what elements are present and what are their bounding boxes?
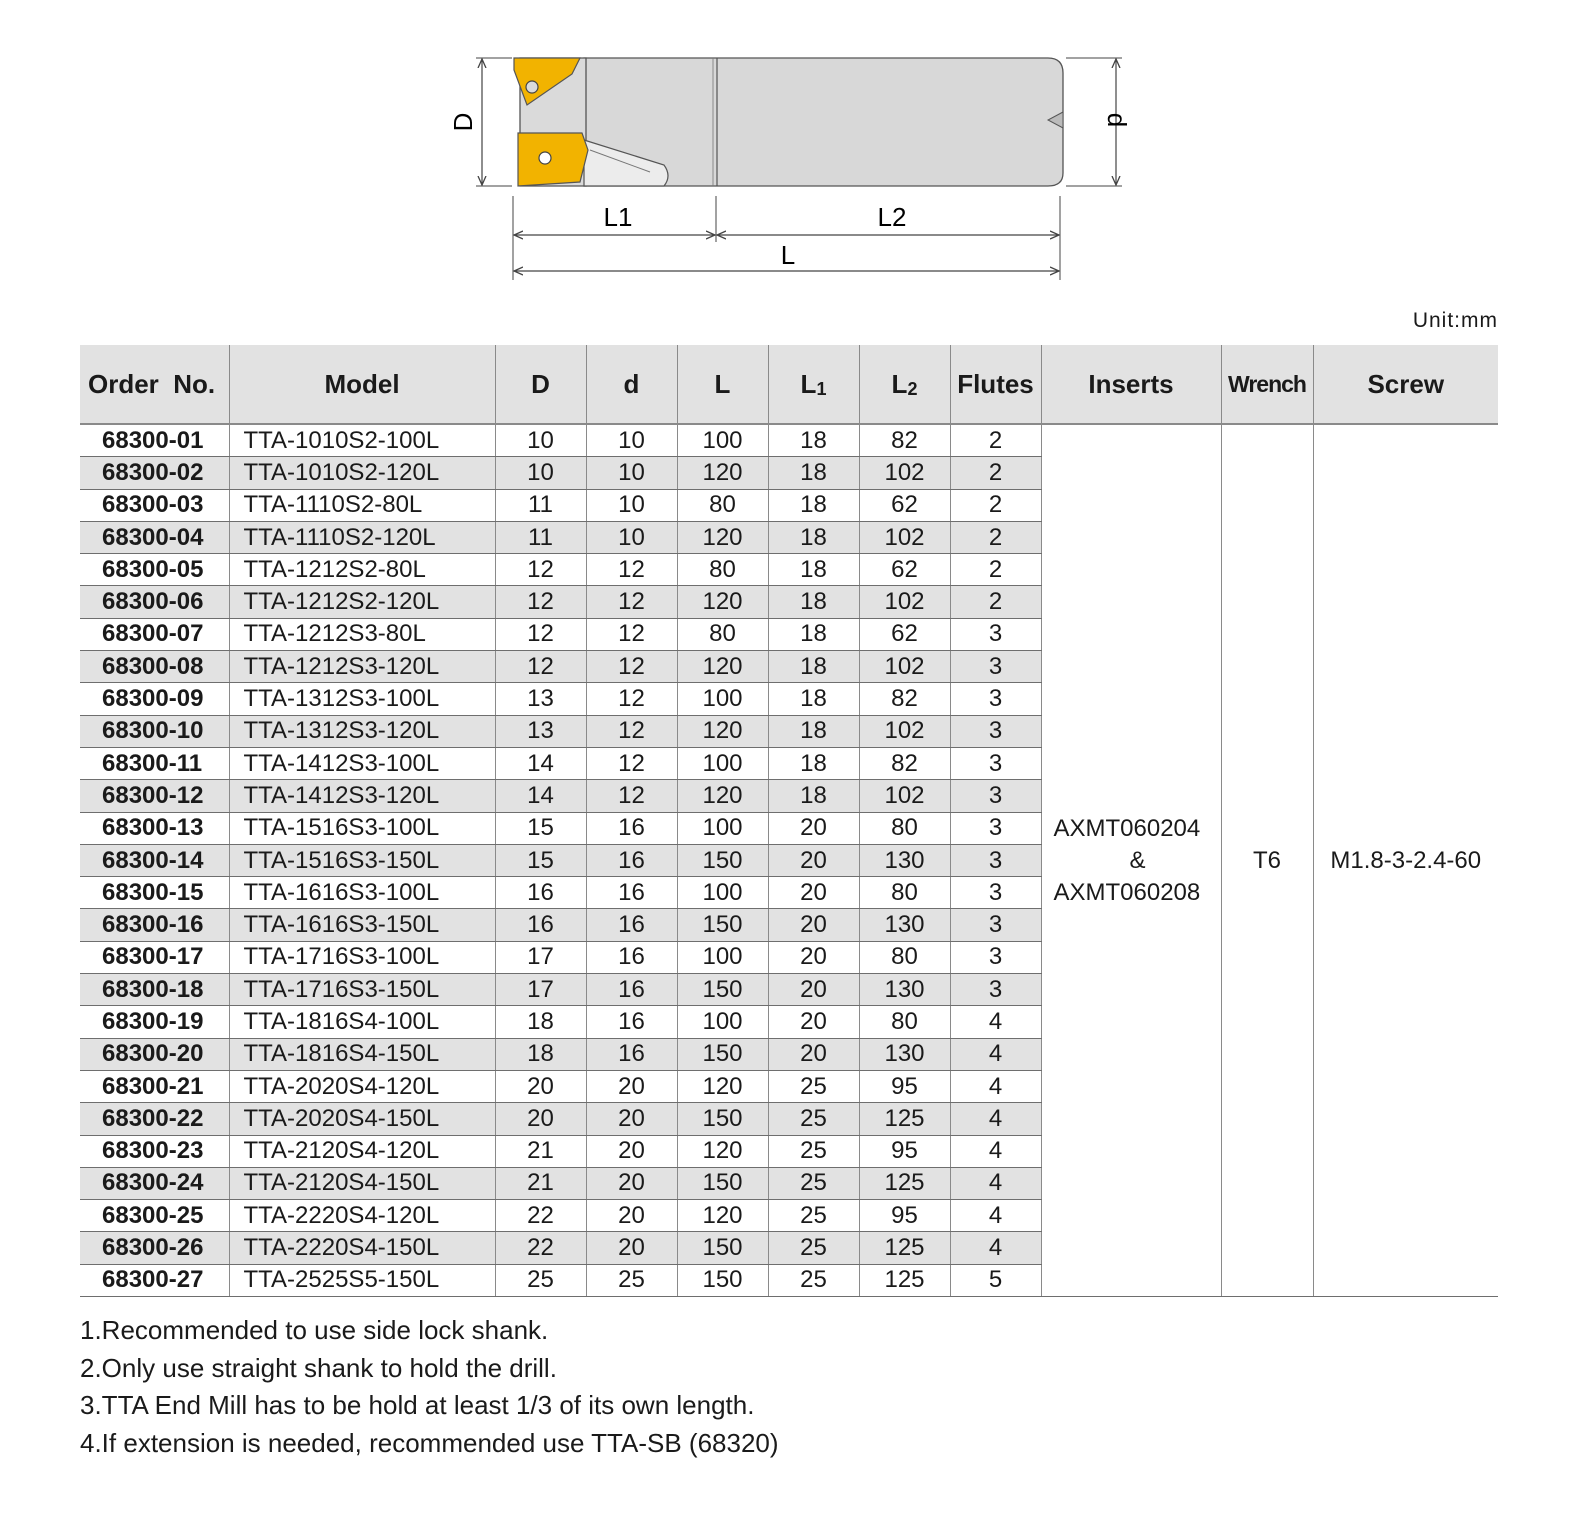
- cell-d: 25: [586, 1264, 677, 1296]
- cell-order-no: 68300-14: [80, 844, 229, 876]
- cell-model: TTA-1716S3-150L: [229, 974, 495, 1006]
- header-wrench: Wrench: [1221, 345, 1313, 424]
- cell-L1: 18: [768, 651, 859, 683]
- cell-L2: 62: [859, 554, 950, 586]
- header-model: Model: [229, 345, 495, 424]
- cell-L1: 20: [768, 974, 859, 1006]
- cell-d: 12: [586, 715, 677, 747]
- note-4: 4.If extension is needed, recommended use TTA-SB (68320): [80, 1427, 779, 1458]
- cell-flutes: 3: [950, 683, 1041, 715]
- cell-L2: 102: [859, 780, 950, 812]
- cell-flutes: 3: [950, 747, 1041, 779]
- cell-model: TTA-1110S2-120L: [229, 521, 495, 553]
- spec-table-body: [80, 424, 1498, 1297]
- cell-L1: 20: [768, 1038, 859, 1070]
- cell-flutes: 3: [950, 618, 1041, 650]
- cell-L: 80: [677, 489, 768, 521]
- cell-L: 100: [677, 941, 768, 973]
- cell-L1: 18: [768, 780, 859, 812]
- notes: [80, 1312, 779, 1462]
- cell-model: TTA-1816S4-100L: [229, 1006, 495, 1038]
- cell-flutes: 3: [950, 877, 1041, 909]
- cell-flutes: 3: [950, 974, 1041, 1006]
- cell-D: 10: [495, 424, 586, 457]
- cell-order-no: 68300-08: [80, 651, 229, 683]
- cell-D: 11: [495, 521, 586, 553]
- label-L: L: [780, 240, 796, 270]
- cell-L: 80: [677, 618, 768, 650]
- cell-order-no: 68300-13: [80, 812, 229, 844]
- cell-L: 120: [677, 586, 768, 618]
- cell-L2: 130: [859, 844, 950, 876]
- cell-flutes: 4: [950, 1103, 1041, 1135]
- cell-d: 16: [586, 1038, 677, 1070]
- cell-L2: 102: [859, 457, 950, 489]
- cell-model: TTA-1212S2-120L: [229, 586, 495, 618]
- cell-order-no: 68300-19: [80, 1006, 229, 1038]
- cell-L1: 25: [768, 1135, 859, 1167]
- cell-flutes: 2: [950, 457, 1041, 489]
- cell-D: 18: [495, 1038, 586, 1070]
- cell-L1: 18: [768, 521, 859, 553]
- cell-order-no: 68300-17: [80, 941, 229, 973]
- cell-D: 15: [495, 844, 586, 876]
- cell-d: 12: [586, 651, 677, 683]
- cell-model: TTA-2120S4-150L: [229, 1167, 495, 1199]
- cell-flutes: 2: [950, 586, 1041, 618]
- cell-model: TTA-1010S2-100L: [229, 424, 495, 457]
- cell-order-no: 68300-05: [80, 554, 229, 586]
- dimension-D: [448, 58, 512, 186]
- cell-D: 13: [495, 715, 586, 747]
- cell-L2: 95: [859, 1135, 950, 1167]
- cell-d: 12: [586, 586, 677, 618]
- cell-D: 12: [495, 618, 586, 650]
- cell-L2: 82: [859, 747, 950, 779]
- cell-d: 20: [586, 1232, 677, 1264]
- cell-L: 100: [677, 747, 768, 779]
- cell-order-no: 68300-06: [80, 586, 229, 618]
- cell-model: TTA-2220S4-120L: [229, 1200, 495, 1232]
- cell-model: TTA-1516S3-150L: [229, 844, 495, 876]
- cell-model: TTA-1412S3-120L: [229, 780, 495, 812]
- header-order-no: Order No.: [80, 345, 229, 424]
- cell-model: TTA-2120S4-120L: [229, 1135, 495, 1167]
- label-L2: L2: [877, 202, 907, 232]
- cell-L: 120: [677, 715, 768, 747]
- cell-d: 12: [586, 683, 677, 715]
- cell-L: 120: [677, 457, 768, 489]
- cell-order-no: 68300-16: [80, 909, 229, 941]
- cell-order-no: 68300-25: [80, 1200, 229, 1232]
- note-2: 2.Only use straight shank to hold the drill.: [80, 1352, 557, 1383]
- dimension-L: [513, 196, 1060, 280]
- cell-d: 10: [586, 424, 677, 457]
- cell-model: TTA-1616S3-150L: [229, 909, 495, 941]
- cell-D: 25: [495, 1264, 586, 1296]
- cell-D: 21: [495, 1167, 586, 1199]
- cell-L: 100: [677, 812, 768, 844]
- cell-model: TTA-1616S3-100L: [229, 877, 495, 909]
- cell-model: TTA-1716S3-100L: [229, 941, 495, 973]
- cell-L1: 25: [768, 1264, 859, 1296]
- cell-L1: 25: [768, 1070, 859, 1102]
- cell-d: 20: [586, 1103, 677, 1135]
- table-row: [80, 424, 1498, 457]
- cell-model: TTA-1312S3-120L: [229, 715, 495, 747]
- cell-D: 16: [495, 909, 586, 941]
- cell-flutes: 4: [950, 1070, 1041, 1102]
- cell-D: 13: [495, 683, 586, 715]
- tool-body: [520, 58, 1063, 186]
- cell-L: 80: [677, 554, 768, 586]
- cell-flutes: 3: [950, 651, 1041, 683]
- cell-L: 150: [677, 1038, 768, 1070]
- cell-D: 22: [495, 1200, 586, 1232]
- cell-L2: 95: [859, 1070, 950, 1102]
- label-L1: L1: [603, 202, 633, 232]
- cell-flutes: 3: [950, 780, 1041, 812]
- cell-model: TTA-2020S4-120L: [229, 1070, 495, 1102]
- cell-d: 20: [586, 1200, 677, 1232]
- cell-L: 120: [677, 1070, 768, 1102]
- cell-L: 150: [677, 909, 768, 941]
- cell-d: 12: [586, 747, 677, 779]
- cell-L2: 125: [859, 1264, 950, 1296]
- insert-amp: &: [1129, 846, 1146, 874]
- cell-model: TTA-2220S4-150L: [229, 1232, 495, 1264]
- cell-d: 12: [586, 554, 677, 586]
- cell-d: 10: [586, 489, 677, 521]
- cell-flutes: 3: [950, 715, 1041, 747]
- cell-flutes: 4: [950, 1038, 1041, 1070]
- cell-model: TTA-1110S2-80L: [229, 489, 495, 521]
- cell-L: 120: [677, 521, 768, 553]
- cell-order-no: 68300-20: [80, 1038, 229, 1070]
- cell-d: 12: [586, 780, 677, 812]
- cell-L2: 80: [859, 812, 950, 844]
- header-d: d: [586, 345, 677, 424]
- label-d: d: [1102, 112, 1132, 128]
- cell-d: 20: [586, 1167, 677, 1199]
- cell-L2: 82: [859, 683, 950, 715]
- cell-L: 150: [677, 1264, 768, 1296]
- cell-model: TTA-1516S3-100L: [229, 812, 495, 844]
- cell-L2: 62: [859, 618, 950, 650]
- cell-d: 10: [586, 457, 677, 489]
- cell-d: 16: [586, 1006, 677, 1038]
- cell-L2: 102: [859, 586, 950, 618]
- cell-L1: 18: [768, 618, 859, 650]
- cell-L: 100: [677, 683, 768, 715]
- cell-order-no: 68300-15: [80, 877, 229, 909]
- cell-order-no: 68300-09: [80, 683, 229, 715]
- header-D: D: [495, 345, 586, 424]
- cell-D: 20: [495, 1070, 586, 1102]
- cell-order-no: 68300-04: [80, 521, 229, 553]
- cell-L1: 25: [768, 1232, 859, 1264]
- dimension-d: [1066, 58, 1132, 186]
- cell-flutes: 3: [950, 941, 1041, 973]
- cell-L2: 102: [859, 521, 950, 553]
- cell-order-no: 68300-10: [80, 715, 229, 747]
- insert-bottom: [518, 133, 588, 186]
- cell-flutes: 3: [950, 844, 1041, 876]
- cell-d: 20: [586, 1135, 677, 1167]
- note-1: 1.Recommended to use side lock shank.: [80, 1315, 549, 1345]
- cell-model: TTA-1312S3-100L: [229, 683, 495, 715]
- cell-L: 120: [677, 1135, 768, 1167]
- header-L1: $L_1$: [768, 345, 859, 424]
- cell-d: 16: [586, 812, 677, 844]
- cell-order-no: 68300-24: [80, 1167, 229, 1199]
- cell-L: 100: [677, 1006, 768, 1038]
- cell-L1: 20: [768, 909, 859, 941]
- cell-flutes: 2: [950, 554, 1041, 586]
- cell-flutes: 4: [950, 1006, 1041, 1038]
- cell-flutes: 2: [950, 521, 1041, 553]
- cell-L1: 25: [768, 1167, 859, 1199]
- cell-L1: 18: [768, 586, 859, 618]
- cell-D: 12: [495, 651, 586, 683]
- cell-L: 150: [677, 1232, 768, 1264]
- cell-wrench: T6: [1221, 424, 1313, 1297]
- cell-L1: 18: [768, 683, 859, 715]
- cell-inserts: [1041, 424, 1221, 1297]
- cell-L1: 20: [768, 1006, 859, 1038]
- cell-L: 120: [677, 1200, 768, 1232]
- cell-order-no: 68300-12: [80, 780, 229, 812]
- cell-L2: 125: [859, 1232, 950, 1264]
- insert-1: AXMT060204: [1053, 814, 1201, 842]
- insert-2: AXMT060208: [1053, 878, 1201, 906]
- cell-D: 21: [495, 1135, 586, 1167]
- header-L2: $L_2$: [859, 345, 950, 424]
- cell-flutes: 4: [950, 1135, 1041, 1167]
- cell-model: TTA-2020S4-150L: [229, 1103, 495, 1135]
- cell-L2: 130: [859, 909, 950, 941]
- cell-D: 18: [495, 1006, 586, 1038]
- cell-L1: 20: [768, 877, 859, 909]
- cell-L1: 18: [768, 424, 859, 457]
- cell-order-no: 68300-11: [80, 747, 229, 779]
- cell-flutes: 4: [950, 1200, 1041, 1232]
- cell-D: 22: [495, 1232, 586, 1264]
- cell-L2: 102: [859, 715, 950, 747]
- cell-model: TTA-2525S5-150L: [229, 1264, 495, 1296]
- cell-model: TTA-1212S3-80L: [229, 618, 495, 650]
- cell-model: TTA-1816S4-150L: [229, 1038, 495, 1070]
- cell-flutes: 3: [950, 812, 1041, 844]
- cell-flutes: 5: [950, 1264, 1041, 1296]
- cell-L1: 20: [768, 812, 859, 844]
- cell-model: TTA-1212S2-80L: [229, 554, 495, 586]
- cell-d: 16: [586, 909, 677, 941]
- cell-order-no: 68300-23: [80, 1135, 229, 1167]
- cell-D: 12: [495, 586, 586, 618]
- cell-flutes: 4: [950, 1232, 1041, 1264]
- note-3: 3.TTA End Mill has to be hold at least 1/3 of its own length.: [80, 1390, 755, 1421]
- header-screw: Screw: [1313, 345, 1498, 424]
- header-inserts: Inserts: [1041, 345, 1221, 424]
- cell-d: 10: [586, 521, 677, 553]
- cell-L1: 20: [768, 941, 859, 973]
- cell-L2: 125: [859, 1167, 950, 1199]
- cell-D: 15: [495, 812, 586, 844]
- cell-L1: 18: [768, 489, 859, 521]
- cell-L: 150: [677, 1167, 768, 1199]
- cell-L2: 80: [859, 877, 950, 909]
- cell-order-no: 68300-03: [80, 489, 229, 521]
- cell-d: 12: [586, 618, 677, 650]
- cell-order-no: 68300-07: [80, 618, 229, 650]
- cell-D: 12: [495, 554, 586, 586]
- cell-L2: 125: [859, 1103, 950, 1135]
- cell-L1: 18: [768, 554, 859, 586]
- cell-flutes: 4: [950, 1167, 1041, 1199]
- cell-D: 10: [495, 457, 586, 489]
- cell-order-no: 68300-22: [80, 1103, 229, 1135]
- cell-D: 17: [495, 974, 586, 1006]
- header-flutes: Flutes: [950, 345, 1041, 424]
- unit-label: Unit:mm: [1412, 309, 1498, 332]
- header-L: L: [677, 345, 768, 424]
- cell-d: 16: [586, 974, 677, 1006]
- end-mill-diagram: [0, 0, 1576, 300]
- cell-L1: 25: [768, 1200, 859, 1232]
- cell-d: 16: [586, 941, 677, 973]
- cell-d: 20: [586, 1070, 677, 1102]
- cell-D: 14: [495, 780, 586, 812]
- cell-order-no: 68300-26: [80, 1232, 229, 1264]
- cell-flutes: 2: [950, 424, 1041, 457]
- cell-flutes: 3: [950, 909, 1041, 941]
- cell-model: TTA-1412S3-100L: [229, 747, 495, 779]
- cell-flutes: 2: [950, 489, 1041, 521]
- cell-L2: 130: [859, 1038, 950, 1070]
- cell-order-no: 68300-27: [80, 1264, 229, 1296]
- cell-screw: M1.8-3-2.4-60: [1313, 424, 1498, 1297]
- cell-L1: 18: [768, 457, 859, 489]
- cell-L2: 82: [859, 424, 950, 457]
- cell-D: 14: [495, 747, 586, 779]
- cell-d: 16: [586, 844, 677, 876]
- cell-order-no: 68300-02: [80, 457, 229, 489]
- cell-L1: 20: [768, 844, 859, 876]
- cell-L: 120: [677, 780, 768, 812]
- cell-L2: 102: [859, 651, 950, 683]
- cell-order-no: 68300-01: [80, 424, 229, 457]
- cell-order-no: 68300-21: [80, 1070, 229, 1102]
- cell-L: 100: [677, 877, 768, 909]
- cell-L: 150: [677, 1103, 768, 1135]
- label-D: D: [448, 112, 478, 132]
- cell-model: TTA-1010S2-120L: [229, 457, 495, 489]
- cell-model: TTA-1212S3-120L: [229, 651, 495, 683]
- cell-L2: 62: [859, 489, 950, 521]
- cell-L: 100: [677, 424, 768, 457]
- cell-L2: 95: [859, 1200, 950, 1232]
- cell-D: 11: [495, 489, 586, 521]
- cell-L1: 25: [768, 1103, 859, 1135]
- cell-L2: 80: [859, 941, 950, 973]
- cell-L2: 130: [859, 974, 950, 1006]
- cell-D: 17: [495, 941, 586, 973]
- cell-D: 16: [495, 877, 586, 909]
- cell-L: 150: [677, 974, 768, 1006]
- cell-L2: 80: [859, 1006, 950, 1038]
- spec-table: [80, 345, 1498, 1297]
- cell-L: 150: [677, 844, 768, 876]
- cell-L1: 18: [768, 747, 859, 779]
- cell-d: 16: [586, 877, 677, 909]
- header-row: [80, 345, 1498, 424]
- cell-L: 120: [677, 651, 768, 683]
- cell-order-no: 68300-18: [80, 974, 229, 1006]
- cell-D: 20: [495, 1103, 586, 1135]
- cell-L1: 18: [768, 715, 859, 747]
